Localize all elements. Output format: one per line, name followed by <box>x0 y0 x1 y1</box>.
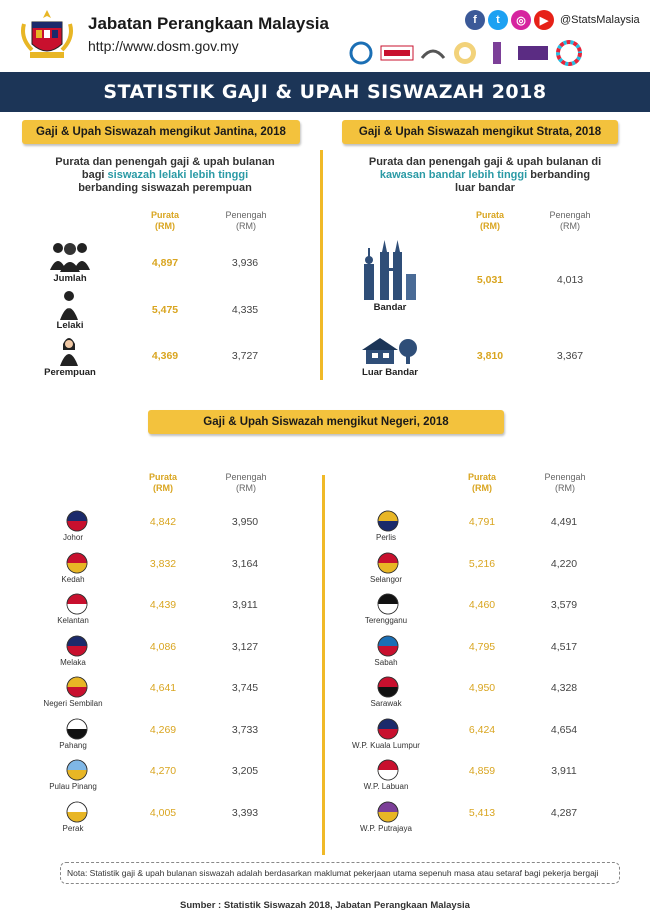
gender-perempuan-purata: 4,369 <box>151 350 179 362</box>
strata-description <box>360 156 610 195</box>
state-left-1-purata: 3,832 <box>149 558 177 570</box>
state-left-col-penengah-unit: (RM) <box>236 483 256 493</box>
state-left-4-flag-icon <box>66 676 88 698</box>
state-right-6-flag-icon <box>377 759 399 781</box>
source-line: Sumber : Statistik Siswazah 2018, Jabatan Perangkaan Malaysia <box>180 900 470 911</box>
state-right-1-purata: 5,216 <box>468 558 496 570</box>
state-right-5-purata: 6,424 <box>468 724 496 736</box>
state-left-col-penengah <box>218 472 274 494</box>
state-left-0-purata: 4,842 <box>149 516 177 528</box>
gender-desc-prefix: bagi <box>81 169 108 181</box>
state-right-2-penengah: 3,579 <box>550 599 578 611</box>
gender-section-pill: Gaji & Upah Siswazah mengikut Jantina, 2018 <box>22 120 300 144</box>
instagram-icon[interactable]: ◎ <box>511 10 531 30</box>
gender-col-purata-label: Purata <box>150 210 179 220</box>
footnote: Nota: Statistik gaji & upah bulanan siswazah adalah berdasarkan maklumat pekerjaan utama sepenuh masa atau setaraf bagi pekerja bergaji <box>60 862 620 884</box>
state-right-4-flag-icon <box>377 676 399 698</box>
malaysia-coat-of-arms-icon <box>18 8 76 62</box>
gender-lelaki-penengah: 4,335 <box>231 304 259 316</box>
state-right-6-label: W.P. Labuan <box>363 782 409 791</box>
strata-label-bandar: Bandar <box>373 302 407 313</box>
gender-label-perempuan: Perempuan <box>44 367 96 378</box>
state-left-4-penengah: 3,745 <box>231 682 259 694</box>
twitter-icon[interactable]: t <box>488 10 508 30</box>
state-left-0-flag-icon <box>66 510 88 532</box>
state-left-1-penengah: 3,164 <box>231 558 259 570</box>
page-title: STATISTIK GAJI & UPAH SISWAZAH 2018 <box>103 81 547 103</box>
state-right-0-purata: 4,791 <box>468 516 496 528</box>
strata-luar-bandar-purata: 3,810 <box>476 350 504 362</box>
state-right-col-penengah-unit: (RM) <box>555 483 575 493</box>
strata-desc-line-3: luar bandar <box>455 182 515 194</box>
gender-col-purata-unit: (RM) <box>155 221 175 231</box>
state-right-col-purata-unit: (RM) <box>472 483 492 493</box>
state-right-6-penengah: 3,911 <box>551 765 577 777</box>
state-left-3-purata: 4,086 <box>149 641 177 653</box>
state-right-3-label: Sabah <box>374 658 398 667</box>
state-right-0-penengah: 4,491 <box>550 516 578 528</box>
state-left-col-penengah-label: Penengah <box>225 472 267 482</box>
gender-col-penengah-unit: (RM) <box>236 221 256 231</box>
partner-logo-3-icon <box>420 40 446 66</box>
strata-desc-line-2 <box>360 169 610 182</box>
state-right-5-penengah: 4,654 <box>550 724 578 736</box>
gender-desc-line-1: Purata dan penengah gaji & upah bulanan <box>55 156 275 168</box>
state-right-3-flag-icon <box>377 635 399 657</box>
strata-col-purata-label: Purata <box>475 210 504 220</box>
state-right-7-flag-icon <box>377 801 399 823</box>
strata-bandar-penengah: 4,013 <box>556 274 584 286</box>
state-left-3-penengah: 3,127 <box>231 641 259 653</box>
state-right-4-label: Sarawak <box>370 699 402 708</box>
state-left-col-purata <box>138 472 188 494</box>
state-left-3-label: Melaka <box>60 658 86 667</box>
state-left-6-purata: 4,270 <box>149 765 177 777</box>
strata-bandar-purata: 5,031 <box>476 274 504 286</box>
state-left-1-label: Kedah <box>61 575 85 584</box>
state-left-5-label: Pahang <box>59 741 87 750</box>
gender-description <box>40 156 290 195</box>
state-left-6-label: Pulau Pinang <box>49 782 97 791</box>
gender-col-purata <box>140 210 190 232</box>
state-right-col-purata-label: Purata <box>467 472 496 482</box>
state-right-2-purata: 4,460 <box>468 599 496 611</box>
state-right-1-label: Selangor <box>369 575 403 584</box>
state-right-7-purata: 5,413 <box>468 807 496 819</box>
state-left-5-penengah: 3,733 <box>231 724 259 736</box>
state-right-0-flag-icon <box>377 510 399 532</box>
banci-logo-icon <box>516 40 550 66</box>
strata-luar-bandar-penengah: 3,367 <box>556 350 584 362</box>
strata-desc-suffix: berbanding <box>527 169 591 181</box>
state-section-pill: Gaji & Upah Siswazah mengikut Negeri, 2018 <box>148 410 504 434</box>
state-divider <box>322 475 325 855</box>
state-right-5-flag-icon <box>377 718 399 740</box>
state-left-0-label: Johor <box>62 533 83 542</box>
state-right-col-penengah-label: Penengah <box>544 472 586 482</box>
strata-col-penengah-label: Penengah <box>549 210 591 220</box>
rural-house-icon <box>362 336 420 366</box>
state-right-3-purata: 4,795 <box>468 641 496 653</box>
state-left-col-purata-label: Purata <box>148 472 177 482</box>
state-left-7-purata: 4,005 <box>149 807 177 819</box>
state-left-7-label: Perak <box>62 824 84 833</box>
facebook-icon[interactable]: f <box>465 10 485 30</box>
city-skyline-icon <box>360 238 420 300</box>
state-right-6-purata: 4,859 <box>468 765 496 777</box>
gender-perempuan-penengah: 3,727 <box>231 350 259 362</box>
state-left-1-flag-icon <box>66 552 88 574</box>
gender-label-lelaki: Lelaki <box>56 320 84 331</box>
state-right-2-flag-icon <box>377 593 399 615</box>
state-left-7-penengah: 3,393 <box>231 807 259 819</box>
male-person-icon <box>58 290 80 320</box>
partner-logos <box>348 40 582 66</box>
state-left-7-flag-icon <box>66 801 88 823</box>
page-header <box>0 0 650 72</box>
strata-desc-highlight: kawasan bandar lebih tinggi <box>379 169 528 181</box>
state-right-3-penengah: 4,517 <box>550 641 578 653</box>
state-right-4-purata: 4,950 <box>468 682 496 694</box>
state-right-2-label: Terengganu <box>364 616 408 625</box>
state-right-7-label: W.P. Putrajaya <box>360 824 412 833</box>
state-left-4-purata: 4,641 <box>149 682 177 694</box>
state-right-1-flag-icon <box>377 552 399 574</box>
gender-lelaki-purata: 5,475 <box>151 304 179 316</box>
strata-col-purata <box>465 210 515 232</box>
gender-jumlah-penengah: 3,936 <box>231 257 259 269</box>
state-left-3-flag-icon <box>66 635 88 657</box>
state-right-col-purata <box>457 472 507 494</box>
state-right-0-label: Perlis <box>375 533 396 542</box>
gender-col-penengah-label: Penengah <box>225 210 267 220</box>
gender-desc-line-2 <box>40 169 290 182</box>
isi-logo-icon <box>484 40 510 66</box>
state-left-2-purata: 4,439 <box>149 599 177 611</box>
state-left-6-flag-icon <box>66 759 88 781</box>
state-left-2-penengah: 3,911 <box>232 599 258 611</box>
top-divider <box>320 150 323 380</box>
youtube-icon[interactable]: ▶ <box>534 10 554 30</box>
partner-logo-1-icon <box>348 40 374 66</box>
state-right-7-penengah: 4,287 <box>550 807 578 819</box>
social-handle[interactable]: @StatsMalaysia <box>560 14 640 26</box>
strata-col-purata-unit: (RM) <box>480 221 500 231</box>
state-left-2-label: Kelantan <box>57 616 89 625</box>
strata-col-penengah <box>542 210 598 232</box>
female-person-icon <box>58 336 80 366</box>
title-band <box>0 72 650 112</box>
state-right-col-penengah <box>537 472 593 494</box>
state-left-2-flag-icon <box>66 593 88 615</box>
strata-label-luar-bandar: Luar Bandar <box>362 367 418 378</box>
gender-col-penengah <box>218 210 274 232</box>
state-right-4-penengah: 4,328 <box>550 682 578 694</box>
state-left-4-label: Negeri Sembilan <box>43 699 103 708</box>
social-links <box>465 10 640 30</box>
gender-label-jumlah: Jumlah <box>53 273 87 284</box>
wrc-logo-icon <box>380 40 414 66</box>
state-right-5-label: W.P. Kuala Lumpur <box>352 741 420 750</box>
org-name: Jabatan Perangkaan Malaysia <box>88 14 329 33</box>
sdg-logo-icon <box>556 40 582 66</box>
state-left-5-flag-icon <box>66 718 88 740</box>
gender-desc-line-3: berbanding siswazah perempuan <box>78 182 252 194</box>
state-left-6-penengah: 3,205 <box>231 765 259 777</box>
group-people-icon <box>48 240 92 272</box>
state-left-col-purata-unit: (RM) <box>153 483 173 493</box>
strata-section-pill: Gaji & Upah Siswazah mengikut Strata, 2018 <box>342 120 618 144</box>
gender-jumlah-purata: 4,897 <box>151 257 179 269</box>
state-right-1-penengah: 4,220 <box>550 558 578 570</box>
strata-col-penengah-unit: (RM) <box>560 221 580 231</box>
gender-desc-highlight: siswazah lelaki lebih tinggi <box>107 169 249 181</box>
state-left-5-purata: 4,269 <box>149 724 177 736</box>
strata-desc-line-1: Purata dan penengah gaji & upah bulanan di <box>368 156 602 168</box>
anniversary-logo-icon <box>452 40 478 66</box>
org-url[interactable]: http://www.dosm.gov.my <box>88 38 239 54</box>
state-left-0-penengah: 3,950 <box>231 516 259 528</box>
